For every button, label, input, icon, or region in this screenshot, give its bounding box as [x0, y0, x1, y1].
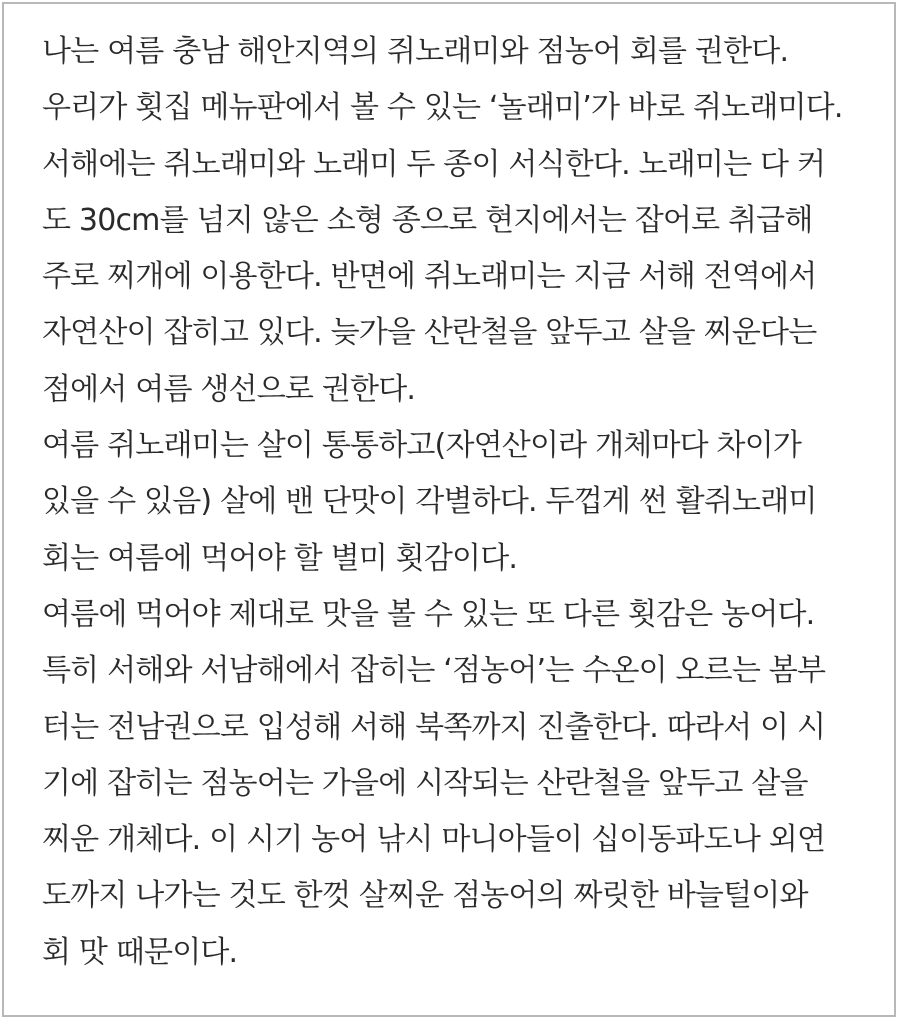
text-line: 회 맛 때문이다. — [42, 934, 238, 970]
text-line: 찌운 개체다. 이 시기 농어 낚시 마니아들이 십이동파도나 외연 — [42, 822, 826, 858]
text-line: 여름에 먹어야 제대로 맛을 볼 수 있는 또 다른 횟감은 농어다. — [42, 596, 815, 632]
article-frame — [2, 2, 896, 1017]
text-line: 있을 수 있음) 살에 밴 단맛이 각별하다. 두껍게 썬 활쥐노래미 — [42, 484, 817, 520]
text-line: 도까지 나가는 것도 한껏 살찌운 점농어의 짜릿한 바늘털이와 — [42, 878, 808, 914]
text-line: 회는 여름에 먹어야 할 별미 횟감이다. — [42, 540, 518, 576]
text-line: 주로 찌개에 이용한다. 반면에 쥐노래미는 지금 서해 전역에서 — [42, 259, 817, 295]
text-line: 도 30cm를 넘지 않은 소형 종으로 현지에서는 잡어로 취급해 — [42, 202, 813, 238]
text-line: 자연산이 잡히고 있다. 늦가을 산란철을 앞두고 살을 찌운다는 — [42, 315, 817, 351]
text-line: 점에서 여름 생선으로 권한다. — [42, 371, 416, 407]
text-line: 터는 전남권으로 입성해 서해 북쪽까지 진출한다. 따라서 이 시 — [42, 709, 826, 745]
text-line: 우리가 횟집 메뉴판에서 볼 수 있는 ‘놀래미’가 바로 쥐노래미다. — [42, 90, 843, 126]
text-line: 서해에는 쥐노래미와 노래미 두 종이 서식한다. 노래미는 다 커 — [42, 146, 826, 182]
article-body — [42, 24, 872, 981]
text-line: 기에 잡히는 점농어는 가을에 시작되는 산란철을 앞두고 살을 — [42, 765, 808, 801]
text-line: 여름 쥐노래미는 살이 통통하고(자연산이라 개체마다 차이가 — [42, 428, 802, 464]
text-line: 나는 여름 충남 해안지역의 쥐노래미와 점농어 회를 권한다. — [42, 34, 789, 69]
text-line: 특히 서해와 서남해에서 잡히는 ‘점농어’는 수온이 오르는 봄부 — [42, 653, 826, 689]
